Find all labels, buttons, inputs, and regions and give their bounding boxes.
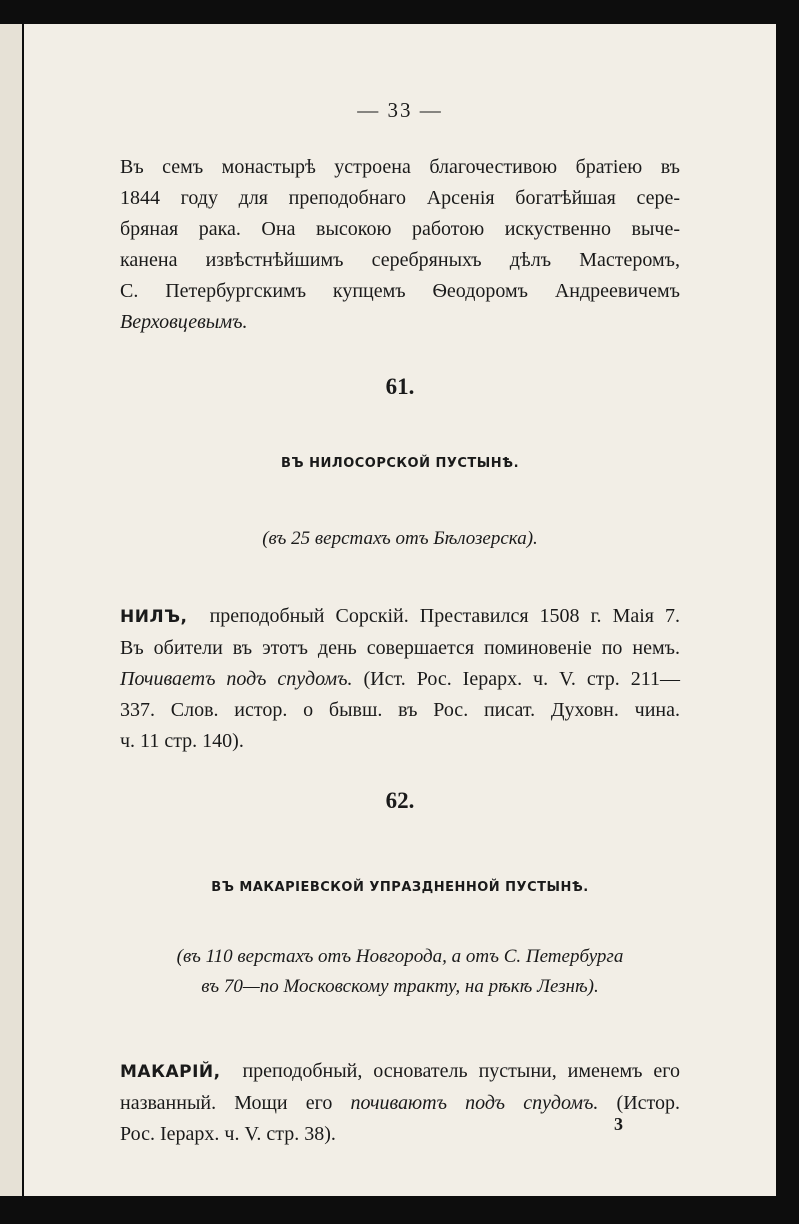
section-number-61: 61. — [385, 374, 415, 399]
text-line: названный. Мощи его — [120, 1092, 333, 1114]
entry-name: МАКАРІЙ, — [120, 1062, 221, 1082]
text-line: Въ семъ монастырѣ устроена благочестивою братіею въ — [120, 156, 680, 178]
section-number-62: 62. — [385, 788, 415, 813]
signature-mark: 3 — [614, 1114, 623, 1134]
text-line: (Ист. Рос. Іерарх. ч. V. стр. 211— — [363, 668, 680, 690]
text-line: ч. 11 стр. 140). — [120, 730, 244, 752]
text-line: Въ обители въ этотъ день совершается поминовеніе по немъ. — [120, 637, 680, 659]
text-line: (Истор. — [616, 1092, 681, 1114]
section-heading-61: ВЪ НИЛОСОРСКОЙ ПУСТЫНѢ. — [280, 456, 520, 471]
text-line: Рос. Іерарх. ч. V. стр. 38). — [120, 1123, 336, 1145]
text-line: бряная рака. Она высокою работою искуственно выче- — [120, 218, 680, 240]
section-heading-62: ВЪ МАКАРІЕВСКОЙ УПРАЗДНЕННОЙ ПУСТЫНѢ. — [211, 880, 589, 895]
entry-makariy — [120, 1056, 680, 1150]
text-line: преподобный, основатель пустыни, именемъ его — [242, 1060, 680, 1082]
text-line: Верховцевымъ. — [120, 311, 248, 333]
italic-text: Почиваетъ подъ спудомъ. — [120, 668, 353, 690]
book-page — [24, 24, 776, 1196]
section-subtitle-62 — [24, 942, 776, 1002]
section-subtitle-61: (въ 25 верстахъ отъ Бѣлозерска). — [262, 528, 538, 549]
subtitle-line: (въ 110 верстахъ отъ Новгорода, а отъ С. Петербурга — [176, 946, 624, 967]
previous-page-edge — [0, 24, 22, 1196]
text-line: С. Петербургскимъ купцемъ Ѳеодоромъ Андреевичемъ — [120, 280, 680, 302]
entry-name: НИЛЪ, — [120, 607, 188, 627]
entry-nil — [120, 601, 680, 757]
text-line: 1844 году для преподобнаго Арсенія богатѣйшая сере- — [120, 187, 680, 209]
italic-text: почиваютъ подъ спудомъ. — [350, 1092, 599, 1114]
text-line: канена извѣстнѣйшимъ серебряныхъ дѣлъ Мастеромъ, — [120, 249, 680, 271]
page-number: — 33 — — [357, 98, 443, 122]
intro-paragraph — [120, 152, 680, 338]
text-line: преподобный Сорскій. Преставился 1508 г. Маія 7. — [209, 605, 681, 627]
subtitle-line: въ 70—по Московскому тракту, на рѣкѣ Лезнѣ). — [201, 976, 599, 997]
text-line: 337. Слов. истор. о бывш. въ Рос. писат. Духовн. чина. — [120, 699, 680, 721]
